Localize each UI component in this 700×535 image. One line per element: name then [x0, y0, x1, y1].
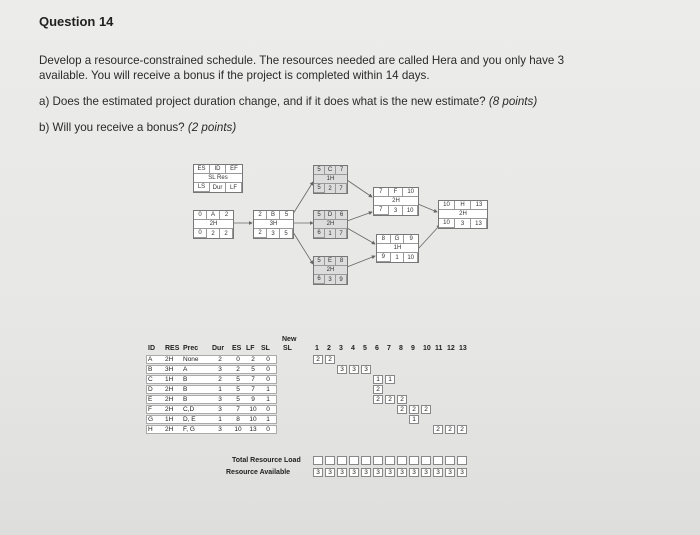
question-text-line-2: available. You will receive a bonus if the project is completed within 14 days. — [39, 69, 430, 82]
arrow-f-h — [418, 204, 437, 212]
table-header-4: ES — [232, 345, 242, 352]
gantt-cell: 2 — [373, 395, 383, 404]
resource-available-cell: 3 — [337, 468, 347, 477]
table-header-6: SL — [261, 345, 270, 352]
table-cell-lf: 7 — [251, 386, 255, 393]
resource-available-cell: 3 — [313, 468, 323, 477]
node-c: 5 C 7 1H 5 2 7 — [313, 165, 348, 194]
gantt-cell: 2 — [325, 355, 335, 364]
table-cell-es: 5 — [236, 386, 240, 393]
table-header-2: Prec — [183, 345, 199, 352]
table-cell-prec: B — [183, 396, 188, 403]
table-cell-res: 1H — [165, 376, 174, 383]
legend-dur: Dur — [210, 183, 226, 192]
table-cell-dur: 3 — [218, 426, 222, 433]
legend-id: ID — [210, 165, 226, 174]
table-cell-sl: 0 — [266, 426, 270, 433]
table-cell-res: 2H — [165, 396, 174, 403]
gantt-cell: 1 — [385, 375, 395, 384]
table-cell-es: 5 — [236, 396, 240, 403]
node-b: 2 B 5 3H 2 3 5 — [253, 210, 294, 239]
table-cell-lf: 9 — [251, 396, 255, 403]
table-cell-res: 3H — [165, 366, 174, 373]
legend-ls: LS — [194, 183, 210, 192]
legend-ef: EF — [226, 165, 242, 174]
table-cell-prec: D, E — [183, 416, 196, 423]
table-cell-prec: F, G — [183, 426, 195, 433]
arrow-c-f — [347, 180, 372, 197]
node-h: 10 H 13 2H 10 3 13 — [438, 200, 488, 229]
table-cell-sl: 1 — [266, 386, 270, 393]
total-load-cell — [385, 456, 395, 465]
question-title: Question 14 — [39, 14, 114, 29]
total-load-cell — [445, 456, 455, 465]
total-load-cell — [349, 456, 359, 465]
table-cell-sl: 1 — [266, 396, 270, 403]
table-cell-id: D — [148, 386, 153, 393]
day-header: 2 — [327, 345, 331, 352]
day-header: 6 — [375, 345, 379, 352]
total-load-cell — [433, 456, 443, 465]
gantt-cell: 2 — [421, 405, 431, 414]
day-header: 3 — [339, 345, 343, 352]
gantt-cell: 2 — [409, 405, 419, 414]
resource-available-cell: 3 — [349, 468, 359, 477]
arrow-b-c — [293, 182, 313, 214]
table-cell-lf: 10 — [249, 406, 257, 413]
day-header: 10 — [423, 345, 431, 352]
legend-es: ES — [194, 165, 210, 174]
resource-available-cell: 3 — [325, 468, 335, 477]
total-load-cell — [397, 456, 407, 465]
table-cell-prec: C,D — [183, 406, 195, 413]
table-cell-lf: 5 — [251, 366, 255, 373]
table-cell-res: 2H — [165, 356, 174, 363]
new-sl-label: New — [282, 336, 297, 343]
gantt-cell: 1 — [409, 415, 419, 424]
table-header-3: Dur — [212, 345, 225, 352]
gantt-cell: 3 — [349, 365, 359, 374]
arrow-d-g — [347, 228, 375, 244]
total-resource-load-label: Total Resource Load — [232, 457, 301, 464]
arrow-b-e — [293, 232, 313, 264]
resource-available-cell: 3 — [409, 468, 419, 477]
table-cell-id: G — [148, 416, 154, 423]
table-cell-prec: B — [183, 376, 188, 383]
table-cell-id: A — [148, 356, 153, 363]
node-f: 7 F 10 2H 7 3 10 — [373, 187, 419, 216]
resource-available-cell: 3 — [433, 468, 443, 477]
day-header: 5 — [363, 345, 367, 352]
table-cell-lf: 13 — [249, 426, 257, 433]
table-cell-dur: 3 — [218, 396, 222, 403]
gantt-cell: 3 — [361, 365, 371, 374]
table-cell-id: B — [148, 366, 153, 373]
total-load-cell — [337, 456, 347, 465]
total-load-cell — [325, 456, 335, 465]
table-cell-sl: 0 — [266, 366, 270, 373]
table-cell-id: C — [148, 376, 153, 383]
arrow-e-g — [347, 256, 375, 267]
table-cell-id: F — [148, 406, 152, 413]
legend-lf: LF — [226, 183, 242, 192]
question-text-line-1: Develop a resource-constrained schedule. The resources needed are called Hera and you only have 3 — [39, 54, 565, 67]
table-cell-sl: 0 — [266, 406, 270, 413]
table-cell-dur: 3 — [218, 366, 222, 373]
table-cell-lf: 2 — [251, 356, 255, 363]
resource-available-cell: 3 — [421, 468, 431, 477]
table-header-0: ID — [148, 345, 155, 352]
arrow-d-f — [347, 212, 372, 221]
table-header-5: LF — [246, 345, 255, 352]
table-cell-dur: 3 — [218, 406, 222, 413]
node-g: 8 G 9 1H 9 1 10 — [376, 234, 419, 263]
table-cell-id: H — [148, 426, 153, 433]
day-header: 13 — [459, 345, 467, 352]
table-cell-es: 10 — [234, 426, 242, 433]
table-header-7: SL — [283, 345, 292, 352]
day-header: 11 — [435, 345, 443, 352]
table-cell-dur: 2 — [218, 376, 222, 383]
table-cell-prec: B — [183, 386, 188, 393]
total-load-cell — [421, 456, 431, 465]
table-cell-sl: 0 — [266, 356, 270, 363]
table-cell-es: 0 — [236, 356, 240, 363]
total-load-cell — [313, 456, 323, 465]
part-a-points: (8 points) — [488, 95, 538, 108]
gantt-cell: 2 — [397, 395, 407, 404]
table-cell-es: 5 — [236, 376, 240, 383]
table-cell-res: 2H — [165, 426, 174, 433]
legend-sl-res: SL Res — [194, 174, 242, 183]
total-load-cell — [457, 456, 467, 465]
gantt-cell: 2 — [457, 425, 467, 434]
day-header: 9 — [411, 345, 415, 352]
part-a-text: a) Does the estimated project duration change, and if it does what is the new estimate? — [39, 95, 486, 108]
table-header-1: RES — [165, 345, 180, 352]
table-cell-es: 8 — [236, 416, 240, 423]
table-cell-res: 1H — [165, 416, 174, 423]
table-cell-dur: 1 — [218, 416, 222, 423]
table-cell-lf: 10 — [249, 416, 257, 423]
node-d: 5 D 6 2H 6 1 7 — [313, 210, 348, 239]
day-header: 12 — [447, 345, 455, 352]
table-cell-dur: 1 — [218, 386, 222, 393]
table-cell-prec: None — [183, 356, 199, 363]
gantt-cell: 2 — [397, 405, 407, 414]
resource-available-cell: 3 — [373, 468, 383, 477]
total-load-cell — [361, 456, 371, 465]
day-header: 7 — [387, 345, 391, 352]
table-cell-dur: 2 — [218, 356, 222, 363]
table-cell-res: 2H — [165, 386, 174, 393]
arrow-g-h — [418, 225, 440, 249]
legend-node — [193, 164, 243, 193]
resource-available-label: Resource Available — [226, 469, 291, 476]
resource-available-cell: 3 — [397, 468, 407, 477]
gantt-cell: 2 — [445, 425, 455, 434]
table-cell-sl: 1 — [266, 416, 270, 423]
table-cell-res: 2H — [165, 406, 174, 413]
resource-available-cell: 3 — [457, 468, 467, 477]
table-cell-prec: A — [183, 366, 188, 373]
node-a: 0 A 2 2H 0 2 2 — [193, 210, 234, 239]
part-b-text: b) Will you receive a bonus? — [39, 121, 185, 134]
table-cell-es: 2 — [236, 366, 240, 373]
total-load-cell — [409, 456, 419, 465]
gantt-cell: 2 — [313, 355, 323, 364]
table-cell-id: E — [148, 396, 153, 403]
resource-available-cell: 3 — [361, 468, 371, 477]
gantt-cell: 1 — [373, 375, 383, 384]
table-cell-lf: 7 — [251, 376, 255, 383]
resource-available-cell: 3 — [385, 468, 395, 477]
resource-available-cell: 3 — [445, 468, 455, 477]
day-header: 1 — [315, 345, 319, 352]
gantt-cell: 3 — [337, 365, 347, 374]
gantt-cell: 2 — [385, 395, 395, 404]
part-b-points: (2 points) — [187, 121, 237, 134]
day-header: 8 — [399, 345, 403, 352]
total-load-cell — [373, 456, 383, 465]
table-cell-es: 7 — [236, 406, 240, 413]
day-header: 4 — [351, 345, 355, 352]
table-cell-sl: 0 — [266, 376, 270, 383]
node-e: 5 E 8 2H 6 3 9 — [313, 256, 348, 285]
gantt-cell: 2 — [433, 425, 443, 434]
gantt-cell: 2 — [373, 385, 383, 394]
